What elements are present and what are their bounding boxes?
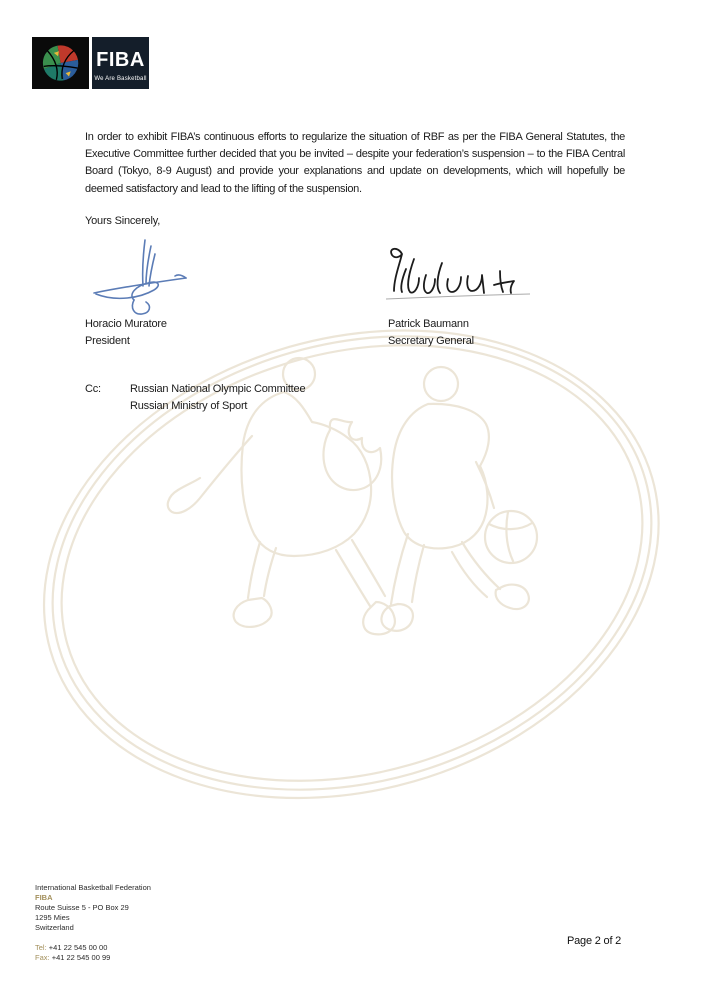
fax-value: +41 22 545 00 99 — [51, 953, 111, 962]
signatory-name: Horacio Muratore — [85, 318, 167, 330]
footer-org: International Basketball Federation — [35, 883, 151, 892]
footer-tel-line — [35, 943, 151, 953]
muratore-signature — [88, 236, 198, 318]
tel-label: Tel: — [35, 943, 47, 952]
signatory-muratore — [85, 316, 167, 349]
footer-address-line: Route Suisse 5 - PO Box 29 — [35, 903, 129, 912]
cc-recipient-list — [130, 381, 305, 414]
baumann-signature — [384, 243, 534, 305]
closing-line: Yours Sincerely, — [85, 215, 161, 227]
footer-spacer — [35, 933, 151, 943]
footer-address-line: Switzerland — [35, 923, 74, 932]
cc-recipient: Russian National Olympic Committee — [130, 383, 306, 395]
body-paragraph: In order to exhibit FIBA’s continuous efforts to regularize the situation of RBF as per the FIBA General Statutes, the Executive Committee further decided that you be invited – despite your federation’s suspension – to the FIBA Central Board (Tokyo, 8-9 August) and provide your explanations and update on developments, which will hopefully be deemed satisfactory and lead to the lifting of the suspension. — [85, 131, 625, 195]
footer-fax-line — [35, 953, 151, 963]
signatory-name: Patrick Baumann — [388, 318, 469, 330]
footer-address-line: 1295 Mies — [35, 913, 70, 922]
fiba-brand-text: FIBA — [96, 48, 145, 71]
tel-value: +41 22 545 00 00 — [48, 943, 108, 952]
cc-recipient: Russian Ministry of Sport — [130, 399, 248, 412]
page-number: Page 2 of 2 — [567, 935, 622, 947]
fiba-globe-icon — [32, 37, 89, 89]
signatory-title: Secretary General — [388, 334, 474, 347]
cc-label: Cc: — [85, 383, 101, 395]
fiba-logo — [32, 37, 149, 89]
fax-label: Fax: — [35, 953, 50, 962]
footer-brand: FIBA — [35, 893, 53, 902]
footer-address-block — [35, 883, 151, 963]
signatory-baumann — [388, 316, 474, 349]
fiba-tagline-text: We Are Basketball — [94, 75, 147, 82]
cc-block — [85, 381, 305, 414]
fiba-wordmark — [92, 37, 149, 89]
signatory-title: President — [85, 334, 130, 347]
